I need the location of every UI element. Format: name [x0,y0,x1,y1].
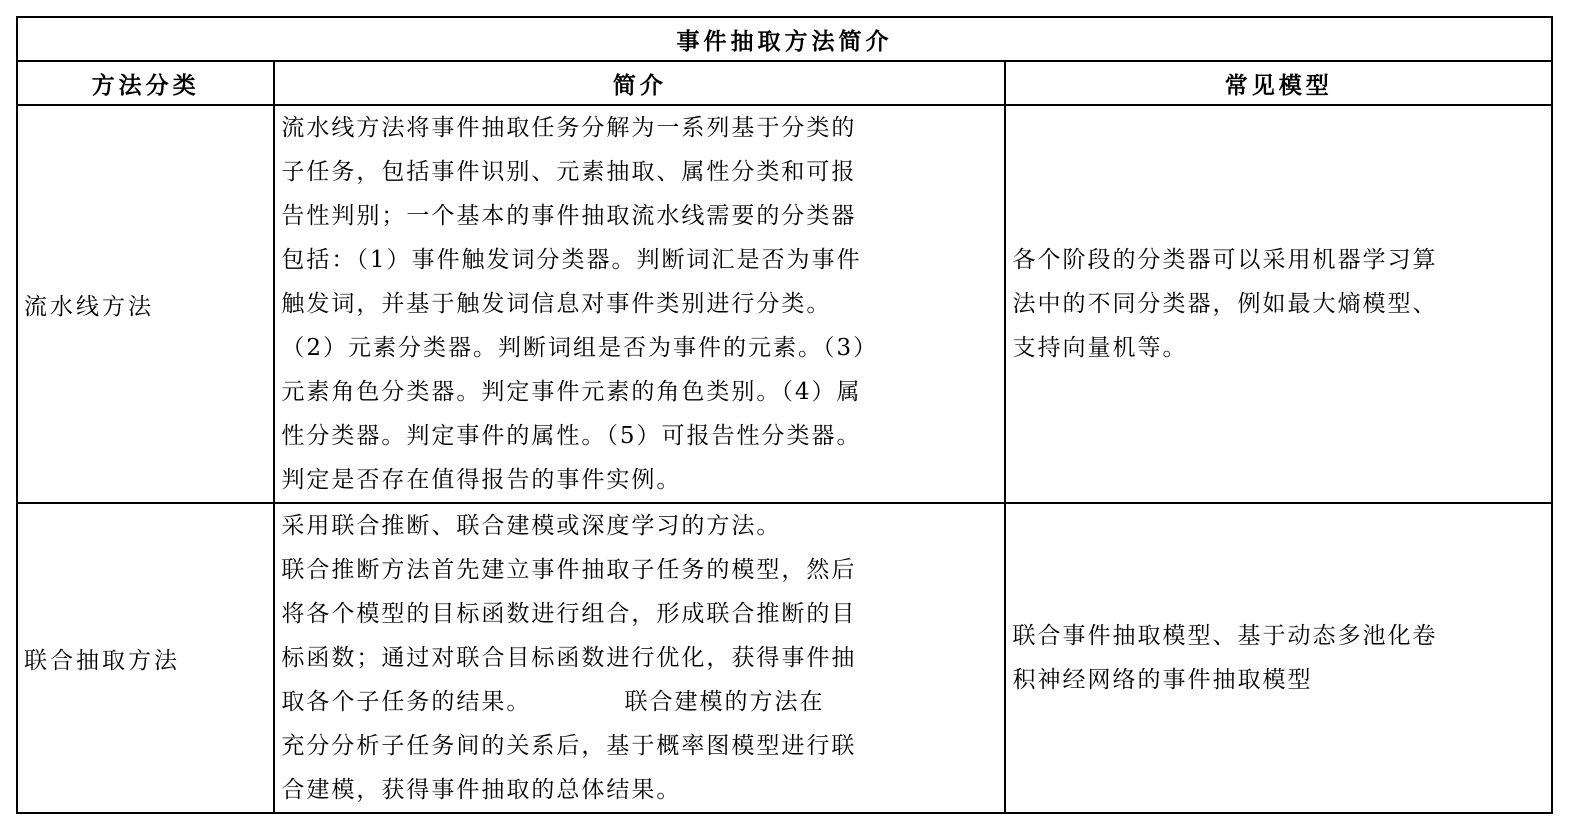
text-line: 告性判别；一个基本的事件抽取流水线需要的分类器 [281,203,857,229]
method-cell: 联合抽取方法 [17,503,274,813]
text-line: 合建模，获得事件抽取的总体结果。 [281,777,682,803]
text-line: 积神经网络的事件抽取模型 [1012,667,1313,693]
text-line: 判定是否存在值得报告的事件实例。 [281,467,682,493]
text-line: 子任务，包括事件识别、元素抽取、属性分类和可报 [281,159,857,185]
text-line: 采用联合推断、联合建模或深度学习的方法。 [281,513,782,539]
text-line: 取各个子任务的结果。 联合建模的方法在 [281,689,825,715]
text-line: 触发词，并基于触发词信息对事件类别进行分类。 [281,291,832,317]
text-line: 法中的不同分类器，例如最大熵模型、 [1012,291,1438,317]
text-line: 支持向量机等。 [1012,335,1188,361]
header-row [17,61,1552,105]
text-line: （2）元素分类器。判断词组是否为事件的元素。（3） [281,335,879,361]
header-description: 简介 [274,61,1005,105]
text-line: 各个阶段的分类器可以采用机器学习算 [1012,247,1438,273]
text-line: 包括：（1）事件触发词分类器。判断词汇是否为事件 [281,247,862,273]
header-method: 方法分类 [17,61,274,105]
title-row [17,17,1552,61]
method-cell: 流水线方法 [17,105,274,503]
text-line: 标函数；通过对联合目标函数进行优化，获得事件抽 [281,645,857,671]
text-line: 联合事件抽取模型、基于动态多池化卷 [1012,623,1438,649]
text-line: 将各个模型的目标函数进行组合，形成联合推断的目 [281,601,857,627]
text-line: 性分类器。判定事件的属性。（5）可报告性分类器。 [281,423,862,449]
text-line: 流水线方法将事件抽取任务分解为一系列基于分类的 [281,115,857,141]
description-cell [274,105,1005,503]
event-extraction-table [16,16,1553,814]
text-line: 充分分析子任务间的关系后，基于概率图模型进行联 [281,733,857,759]
text-line: 联合推断方法首先建立事件抽取子任务的模型，然后 [281,557,857,583]
table-row [17,503,1552,813]
models-cell [1005,503,1552,813]
header-models: 常见模型 [1005,61,1552,105]
description-cell [274,503,1005,813]
table-title: 事件抽取方法简介 [17,17,1552,61]
text-line: 元素角色分类器。判定事件元素的角色类别。（4）属 [281,379,862,405]
models-cell [1005,105,1552,503]
table-row [17,105,1552,503]
